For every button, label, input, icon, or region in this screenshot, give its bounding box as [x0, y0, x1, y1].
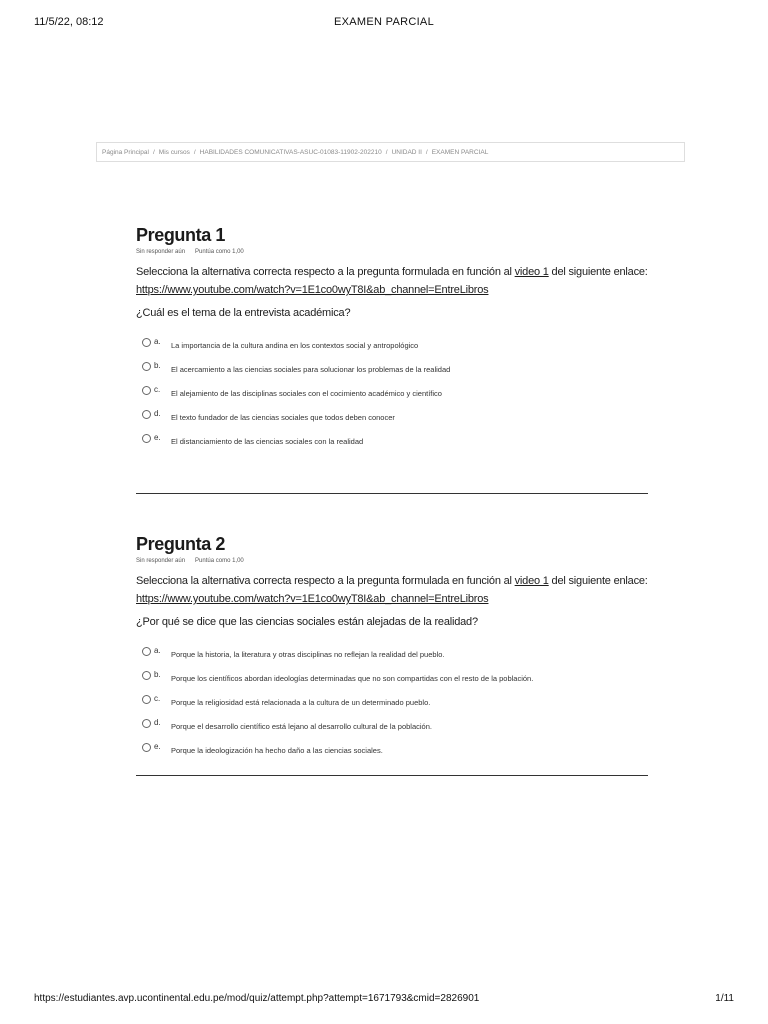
answer-option-a[interactable] — [136, 335, 648, 359]
answer-option-b[interactable] — [136, 359, 648, 383]
answer-option-b[interactable] — [136, 668, 648, 692]
radio-button[interactable] — [142, 434, 151, 443]
breadcrumb — [96, 142, 685, 162]
radio-button[interactable] — [142, 671, 151, 680]
option-text: Porque la religiosidad está relacionada a la cultura de un determinado pueblo. — [171, 698, 431, 707]
option-letter: d. — [154, 409, 161, 418]
option-letter: e. — [154, 433, 161, 442]
option-letter: c. — [154, 694, 161, 703]
option-letter: b. — [154, 670, 161, 679]
youtube-link[interactable]: https://www.youtube.com/watch?v=1E1co0wyT8I&ab_channel=EntreLibros — [136, 284, 489, 296]
question-divider — [136, 775, 648, 776]
print-page-title: EXAMEN PARCIAL — [334, 16, 434, 28]
option-text: Porque la ideologización ha hecho daño a las ciencias sociales. — [171, 746, 383, 755]
breadcrumb-separator: / — [425, 149, 428, 156]
radio-button[interactable] — [142, 386, 151, 395]
option-text: El alejamiento de las disciplinas sociales con el cocimiento académico y científico — [171, 389, 442, 398]
question-title: Pregunta 2 — [136, 534, 226, 554]
question-1 — [136, 224, 648, 455]
answer-option-c[interactable] — [136, 383, 648, 407]
option-text: El texto fundador de las ciencias sociales que todos deben conocer — [171, 413, 395, 422]
breadcrumb-home[interactable]: Página Principal — [102, 149, 149, 156]
question-2 — [136, 533, 648, 764]
answer-option-c[interactable] — [136, 692, 648, 716]
breadcrumb-separator: / — [152, 149, 155, 156]
answer-option-e[interactable] — [136, 431, 648, 455]
question-text — [136, 572, 648, 608]
question-subquestion: ¿Por qué se dice que las ciencias sociales están alejadas de la realidad? — [136, 616, 478, 628]
option-text: El acercamiento a las ciencias sociales para solucionar los problemas de la realidad — [171, 365, 451, 374]
video-link[interactable]: video 1 — [514, 266, 549, 278]
radio-button[interactable] — [142, 338, 151, 347]
answer-option-e[interactable] — [136, 740, 648, 764]
breadcrumb-unit[interactable]: UNIDAD II — [391, 149, 422, 156]
question-text-intro: Selecciona la alternativa correcta respecto a la pregunta formulada en función al — [136, 575, 515, 587]
answer-options — [136, 644, 648, 764]
option-text: Porque la historia, la literatura y otras disciplinas no reflejan la realidad del pueblo. — [171, 650, 445, 659]
radio-button[interactable] — [142, 743, 151, 752]
question-score: Puntúa como 1,00 — [195, 249, 244, 255]
question-subquestion: ¿Cuál es el tema de la entrevista académica? — [136, 307, 351, 319]
question-text-suffix: del siguiente enlace: — [548, 575, 648, 587]
print-footer — [34, 993, 734, 1009]
answer-option-a[interactable] — [136, 644, 648, 668]
radio-button[interactable] — [142, 695, 151, 704]
option-letter: d. — [154, 718, 161, 727]
breadcrumb-separator: / — [193, 149, 196, 156]
question-score: Puntúa como 1,00 — [195, 558, 244, 564]
radio-button[interactable] — [142, 362, 151, 371]
answer-option-d[interactable] — [136, 716, 648, 740]
question-text-intro: Selecciona la alternativa correcta respecto a la pregunta formulada en función al — [136, 266, 515, 278]
option-text: Porque los científicos abordan ideologías determinadas que no son compartidas con el resto de la población. — [171, 674, 534, 683]
radio-button[interactable] — [142, 647, 151, 656]
question-status: Sin responder aún — [136, 558, 186, 564]
breadcrumb-separator: / — [385, 149, 388, 156]
option-letter: e. — [154, 742, 161, 751]
option-letter: c. — [154, 385, 161, 394]
option-text: El distanciamiento de las ciencias sociales con la realidad — [171, 437, 364, 446]
breadcrumb-exam[interactable]: EXAMEN PARCIAL — [431, 149, 489, 156]
radio-button[interactable] — [142, 719, 151, 728]
question-text — [136, 263, 648, 299]
breadcrumb-my-courses[interactable]: Mis cursos — [158, 149, 190, 156]
option-letter: a. — [154, 646, 161, 655]
print-url: https://estudiantes.avp.ucontinental.edu.pe/mod/quiz/attempt.php?attempt=1671793&cmid=2826901 — [34, 993, 480, 1004]
option-letter: a. — [154, 337, 161, 346]
print-page-number: 1/11 — [715, 993, 734, 1004]
option-text: La importancia de la cultura andina en los contextos social y antropológico — [171, 341, 419, 350]
radio-button[interactable] — [142, 410, 151, 419]
question-status: Sin responder aún — [136, 249, 186, 255]
question-title: Pregunta 1 — [136, 225, 226, 245]
answer-option-d[interactable] — [136, 407, 648, 431]
print-header — [34, 16, 734, 32]
question-info — [136, 249, 648, 255]
question-divider — [136, 493, 648, 494]
print-date: 11/5/22, 08:12 — [34, 16, 104, 28]
option-text: Porque el desarrollo científico está lejano al desarrollo cultural de la población. — [171, 722, 432, 731]
video-link[interactable]: video 1 — [514, 575, 549, 587]
youtube-link[interactable]: https://www.youtube.com/watch?v=1E1co0wyT8I&ab_channel=EntreLibros — [136, 593, 489, 605]
question-info — [136, 558, 648, 564]
question-text-suffix: del siguiente enlace: — [548, 266, 648, 278]
breadcrumb-course[interactable]: HABILIDADES COMUNICATIVAS-ASUC-01083-11902-202210 — [199, 149, 382, 156]
answer-options — [136, 335, 648, 455]
option-letter: b. — [154, 361, 161, 370]
